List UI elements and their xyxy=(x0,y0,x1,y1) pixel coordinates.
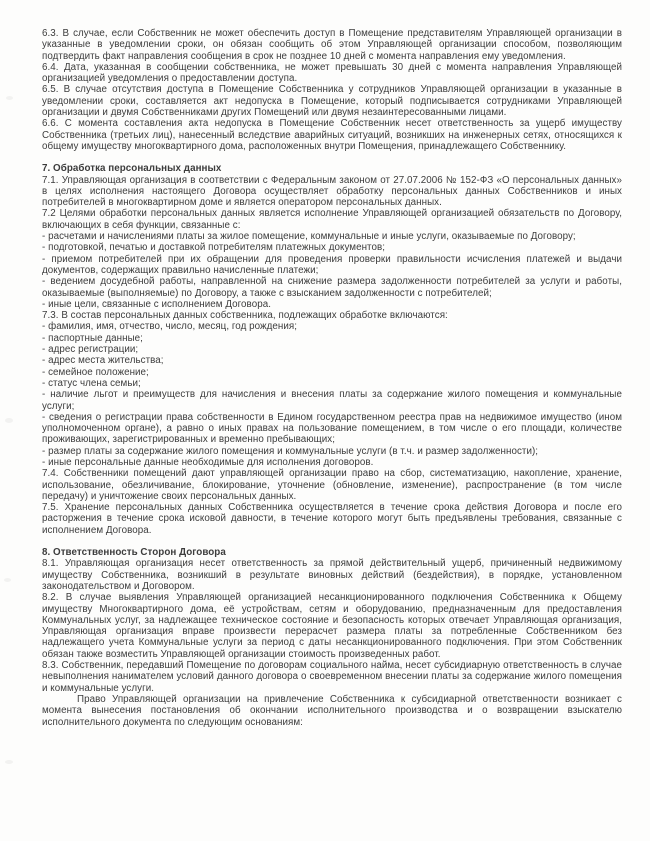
section-7-heading: 7. Обработка персональных данных xyxy=(42,163,222,175)
document-body xyxy=(42,28,622,728)
scan-smudge xyxy=(4,578,11,582)
clause-7-3-item-2: - паспортные данные; xyxy=(42,332,143,344)
clause-7-3-item-8: - сведения о регистрации права собственности в Едином государственном реестра прав на недвижимое имущество (ином уполномоченном органе), а равно о иных правах на пользование помещением, в том числе о его площади, количестве проживающих, зарегистрированных и временно пребывающих; xyxy=(42,411,622,446)
scan-smudge xyxy=(6,96,13,100)
clause-7-2: 7.2 Целями обработки персональных данных является исполнение Управляющей организацией обязательств по Договору, включающих в себя функции, связанные с: xyxy=(42,208,622,231)
clause-7-3-item-3: - адрес регистрации; xyxy=(42,344,139,356)
clause-7-2-item-5: - иные цели, связанные с исполнением Договора. xyxy=(42,298,271,310)
clause-7-4: 7.4. Собственники помещений дают управляющей организации право на сбор, систематизацию, накопление, хранение, использование, обезличивание, блокирование, уточнение (обновление, изменение), распространение (в том числе передачу) и уничтожение своих персональных данных. xyxy=(42,468,622,502)
clause-7-3-item-10: - иные персональные данные необходимые для исполнения договоров. xyxy=(42,456,374,468)
scan-smudge xyxy=(5,760,13,764)
clause-7-3-item-7: - наличие льгот и преимуществ для начисления и внесения платы за содержание жилого помещения и коммунальные услуги; xyxy=(42,389,622,412)
clause-7-3-item-1: - фамилия, имя, отчество, число, месяц, год рождения; xyxy=(42,321,297,333)
clause-7-1: 7.1. Управляющая организация в соответствии с Федеральным законом от 27.07.2006 № 152-ФЗ «О персональных данных» в целях исполнения настоящего Договора осуществляет обработку персональных данных Собственников и иных потребителей в многоквартирном доме и является оператором персональных данных. xyxy=(42,174,622,209)
clause-6-6: 6.6. С момента составления акта недопуска в Помещение Собственник несет ответственность за ущерб имуществу Собственника (третьих лиц), нанесенный вследствие аварийных ситуаций, возникших на инженерных сетях, относящихся к общему имуществу многоквартирного дома, расположенных внутри Помещения, принадлежащего Собственнику. xyxy=(42,118,622,152)
section-8-heading: 8. Ответственность Сторон Договора xyxy=(42,547,226,559)
clause-8-3-continuation: Право Управляющей организации на привлечение Собственника к субсидиарной ответственности возникает с момента вынесения постановления об окончании исполнительного производства и о возвращении взыскателю исполнительного документа по следующим основаниям: xyxy=(42,693,622,728)
scan-smudge xyxy=(5,418,13,423)
clause-6-5: 6.5. В случае отсутствия доступа в Помещение Собственника у сотрудников Управляющей организации в указанные в уведомлении сроки, составляется акт недопуска в Помещение, который подписывается сотрудниками Управляющей организации и двумя Собственниками других Помещений или двумя незаинтересованными лицами. xyxy=(42,84,622,119)
clause-7-2-item-4: - ведением досудебной работы, направленной на снижение размера задолженности потребителей за услуги и работы, оказываемые (выполняемые) по Договору, а также с взысканием задолженности с потребителей; xyxy=(42,276,622,299)
clause-7-3-item-4: - адрес места жительства; xyxy=(42,355,164,367)
clause-7-2-item-1: - расчетами и начислениями платы за жилое помещение, коммунальные и иные услуги, оказываемые по Договору; xyxy=(42,231,576,243)
clause-8-3: 8.3. Собственник, передавший Помещение по договорам социального найма, несет субсидиарную ответственность в случае невыполнения нанимателем условий данного договора о своевременном внесении платы за содержание жилого помещения и коммунальные услуги. xyxy=(42,660,622,694)
clause-6-4: 6.4. Дата, указанная в сообщении собственника, не может превышать 30 дней с момента направления Управляющей организацией уведомления о предоставлении доступа. xyxy=(42,61,622,85)
clause-7-3-item-9: - размер платы за содержание жилого помещения и коммунальные услуги (в т.ч. и размер задолженности); xyxy=(42,445,539,457)
clause-7-3: 7.3. В состав персональных данных собственника, подлежащих обработке включаются: xyxy=(42,310,448,322)
clause-6-3: 6.3. В случае, если Собственник не может обеспечить доступ в Помещение представителям Управляющей организации в указанные в уведомлении сроки, он обязан сообщить об этом Управляющей организации способом, позволяющим подтвердить факт направления сообщения в срок не позднее 10 дней с момента направления ему уведомления. xyxy=(42,28,622,62)
clause-7-2-item-2: - подготовкой, печатью и доставкой потребителям платежных документов; xyxy=(42,242,385,254)
clause-7-5: 7.5. Хранение персональных данных Собственника осуществляется в течение срока действия Договора и после его расторжения в течение срока исковой давности, в течение которого могут быть предъявлены требования, связанные с исполнением Договора. xyxy=(42,502,622,536)
clause-7-3-item-5: - семейное положение; xyxy=(42,366,149,378)
clause-8-1: 8.1. Управляющая организация несет ответственность за прямой действительный ущерб, причиненный недвижимому имуществу Собственника, возникший в результате виновных действий (бездействия), в порядке, установленном законодательством и Договором. xyxy=(42,558,622,592)
clause-7-3-item-6: - статус члена семьи; xyxy=(42,377,141,389)
clause-8-2: 8.2. В случае выявления Управляющей организацией несанкционированного подключения Собственника к Общему имуществу Многоквартирного дома, её устройствам, сетям и оборудованию, предназначенным для предоставления Коммунальных услуг, за надлежащее техническое состояние и безопасность которых отвечает Управляющая организация, Управляющая организация вправе произвести перерасчет размера платы за потребленные Собственником без надлежащего учета Коммунальные услуги за период с даты несанкционированного подключения. При этом Собственник обязан также возместить Управляющей организации стоимость произведенных работ. xyxy=(42,592,622,660)
clause-7-2-item-3: - приемом потребителей при их обращении для проведения проверки правильности исчисления платежей и выдачи документов, содержащих правильно начисленные платежи; xyxy=(42,253,622,276)
